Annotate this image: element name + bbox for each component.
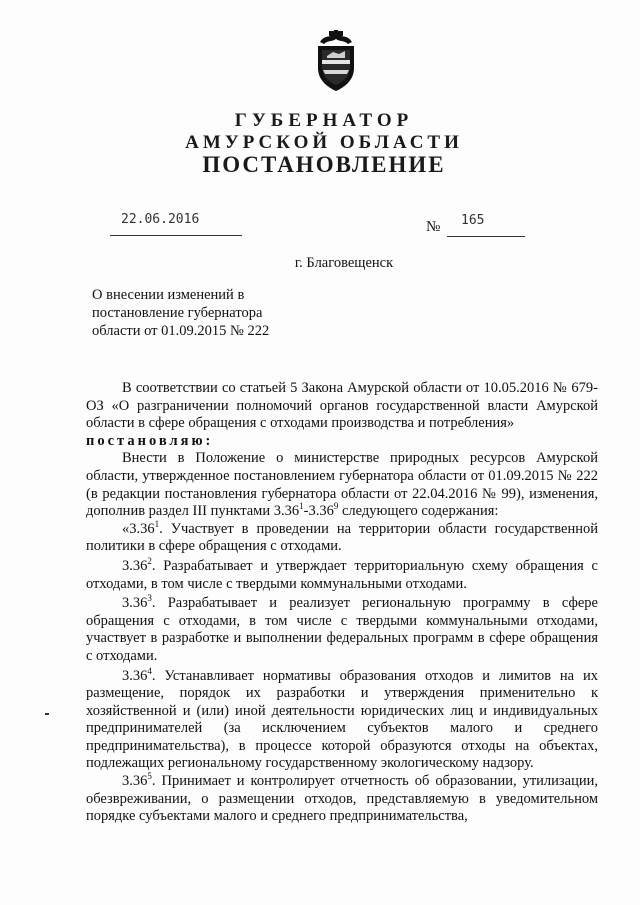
amendment-text: следующего содержания:: [338, 503, 499, 520]
clause-number: 3.36: [122, 557, 148, 574]
clause-number: «3.36: [122, 520, 155, 537]
clause-number: 3.36: [122, 773, 148, 790]
issuer-region: АМУРСКОЙ ОБЛАСТИ: [185, 132, 463, 153]
clause-text: . Устанавливает нормативы образования отходов и лимитов на их размещение, порядок их разработки и утверждения применительно к хозяйственной и (или) иной деятельности юридических лиц и индивидуальных предпринимателей (за исключением субъектов малого и среднего предпринимательства), в процессе которой образуются отходы на объектах, подлежащих региональному государственному экологическому надзору.: [86, 667, 598, 772]
subject-line: области от 01.09.2015 № 222: [92, 323, 270, 339]
subject-line: О внесении изменений в: [92, 287, 245, 303]
issuer-title: ГУБЕРНАТОР: [234, 110, 414, 131]
preamble-paragraph: В соответствии со статьей 5 Закона Амурской области от 10.05.2016 № 679-ОЗ «О разграничении полномочий органов государственной власти Амурской области в сфере обращения с отходами производства и потребления»: [86, 380, 598, 432]
clause-text: . Разрабатывает и утверждает территориальную схему обращения с отходами, в том числе с твердыми коммунальными отходами.: [86, 557, 598, 592]
clause-text: . Участвует в проведении на территории области государственной политики в сфере обращения с отходами.: [86, 520, 598, 555]
superscript: 1: [299, 501, 304, 512]
scan-speck: [45, 713, 49, 715]
clause-3-36-5: [86, 773, 598, 826]
superscript: 3: [147, 593, 152, 604]
amendment-text: -3.36: [303, 503, 334, 520]
clause-number: 3.36: [122, 595, 148, 612]
superscript: 1: [154, 518, 160, 529]
amendment-paragraph: [86, 450, 598, 520]
clause-3-36-2: [86, 558, 598, 593]
clause-3-36-4: [86, 665, 598, 774]
date-underline: [110, 235, 242, 236]
number-sign: №: [426, 219, 441, 235]
decree-number: 165: [461, 213, 485, 228]
superscript: 4: [147, 665, 152, 676]
amendment-text: Внести в Положение о министерстве природных ресурсов Амурской области, утвержденное постановлением губернатора области от 01.09.2015 № 222 (в редакции постановления губернатора области от 22.04.2016 № 99), изменения, дополнив раздел III пунктами 3.36: [86, 450, 598, 520]
subject-line: постановление губернатора: [92, 305, 263, 321]
superscript: 2: [147, 556, 152, 567]
superscript: 9: [333, 501, 339, 512]
number-underline: [447, 236, 525, 237]
city-line: г. Благовещенск: [294, 255, 394, 271]
clause-text: . Разрабатывает и реализует региональную программу в сфере обращения с отходами, в том числе с твердыми коммунальными отходами, участвует в разработке и выполнении федеральных программ в сфере обращения с отходами.: [86, 595, 598, 664]
clause-3-36-1: [86, 518, 598, 556]
decree-word: постановляю:: [86, 432, 214, 449]
clause-text: . Принимает и контролирует отчетность об образовании, утилизации, обезвреживании, о размещении отходов, представляемую в уведомительном порядке субъектами малого и среднего предпринимательства,: [86, 773, 598, 825]
amur-region-coat-of-arms-icon: [311, 30, 361, 92]
decree-body: [86, 380, 598, 826]
decree-date: 22.06.2016: [121, 212, 200, 227]
decree-subject: [92, 286, 322, 340]
clause-number: 3.36: [122, 667, 148, 684]
document-type: ПОСТАНОВЛЕНИЕ: [202, 152, 446, 177]
superscript: 5: [147, 771, 152, 782]
clause-3-36-3: [86, 595, 598, 665]
